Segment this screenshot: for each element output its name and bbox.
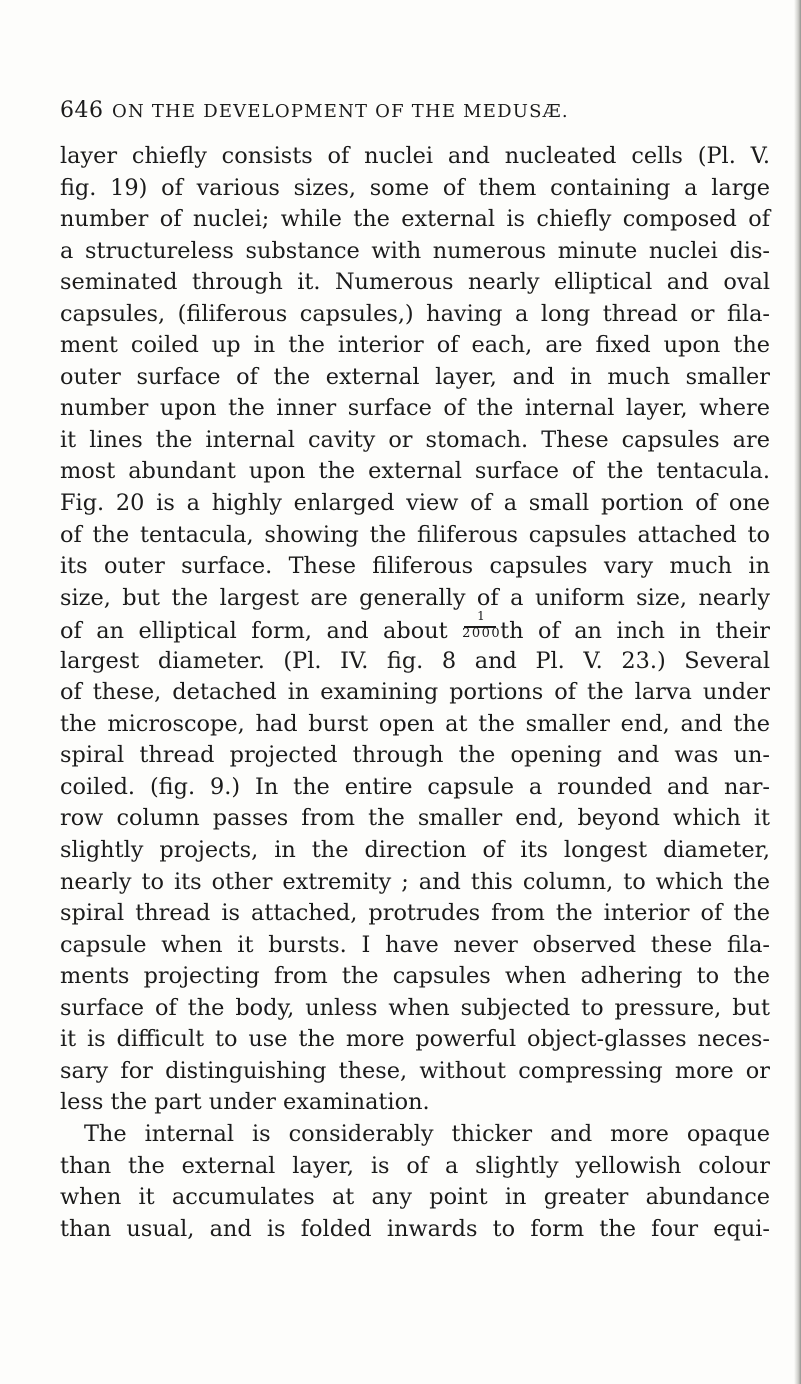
text-line: the microscope, had burst open at the smaller end, and the <box>60 710 770 737</box>
text-line: ments projecting from the capsules when adhering to the <box>60 963 770 990</box>
text-line: number upon the inner surface of the internal layer, where <box>60 395 770 422</box>
text-line: ment coiled up in the interior of each, are fixed upon the <box>60 332 770 359</box>
page-header <box>60 98 760 128</box>
text-line: outer surface of the external layer, and in much smaller <box>60 363 770 390</box>
text-line: than usual, and is folded inwards to form the four equi- <box>60 1215 770 1242</box>
text-line: number of nuclei; while the external is chiefly composed of <box>60 206 770 233</box>
page-edge-shadow <box>794 0 801 1384</box>
text-line: fig. 19) of various sizes, some of them containing a large <box>60 174 770 201</box>
paragraph-end-line: less the part under examination. <box>60 1089 430 1116</box>
fraction-denominator: 2000 <box>462 626 502 642</box>
text-line: of these, detached in examining portions of the larva under <box>60 679 770 706</box>
page-number: 646 <box>60 98 104 123</box>
body-text <box>60 141 770 1245</box>
text-line: row column passes from the smaller end, beyond which it <box>60 805 770 832</box>
text-line: when it accumulates at any point in greater abundance <box>60 1184 770 1211</box>
text-line: seminated through it. Numerous nearly elliptical and oval <box>60 269 770 296</box>
fraction-line-after: th of an inch in their <box>500 618 771 645</box>
paragraph-start-line: The internal is considerably thicker and more opaque <box>84 1120 770 1147</box>
text-line-with-fraction <box>60 609 771 646</box>
text-line: slightly projects, in the direction of its longest diameter, <box>60 837 770 864</box>
text-line: capsule when it bursts. I have never observed these fila- <box>60 931 770 958</box>
fraction-line-before: of an elliptical form, and about <box>60 618 448 645</box>
text-line: surface of the body, unless when subjected to pressure, but <box>60 994 770 1021</box>
text-line: sary for distinguishing these, without compressing more or <box>60 1057 770 1084</box>
text-line: capsules, (filiferous capsules,) having a long thread or fila- <box>60 300 770 327</box>
text-line: than the external layer, is of a slightly yellowish colour <box>60 1152 770 1179</box>
text-line: layer chiefly consists of nuclei and nucleated cells (Pl. V. <box>60 143 770 169</box>
text-line: its outer surface. These filiferous capsules vary much in <box>60 553 770 580</box>
text-line: spiral thread is attached, protrudes from the interior of the <box>60 900 770 927</box>
text-line: largest diameter. (Pl. IV. fig. 8 and Pl. V. 23.) Several <box>60 647 770 674</box>
fraction <box>462 609 502 642</box>
text-line: size, but the largest are generally of a uniform size, nearly <box>60 584 770 611</box>
text-line: spiral thread projected through the opening and was un- <box>60 742 770 769</box>
text-line: of the tentacula, showing the filiferous capsules attached to <box>60 521 770 548</box>
text-line: nearly to its other extremity ; and this column, to which the <box>60 868 770 895</box>
text-line: a structureless substance with numerous minute nuclei dis- <box>60 237 770 264</box>
text-line: it lines the internal cavity or stomach. These capsules are <box>60 426 770 453</box>
text-line: Fig. 20 is a highly enlarged view of a small portion of one <box>60 490 770 517</box>
text-line: most abundant upon the external surface of the tentacula. <box>60 458 770 485</box>
text-line: it is difficult to use the more powerful object-glasses neces- <box>60 1026 770 1053</box>
running-title: ON THE DEVELOPMENT OF THE MEDUSÆ. <box>112 101 569 122</box>
text-line: coiled. (fig. 9.) In the entire capsule a rounded and nar- <box>60 773 770 800</box>
fraction-numerator: 1 <box>477 609 485 624</box>
